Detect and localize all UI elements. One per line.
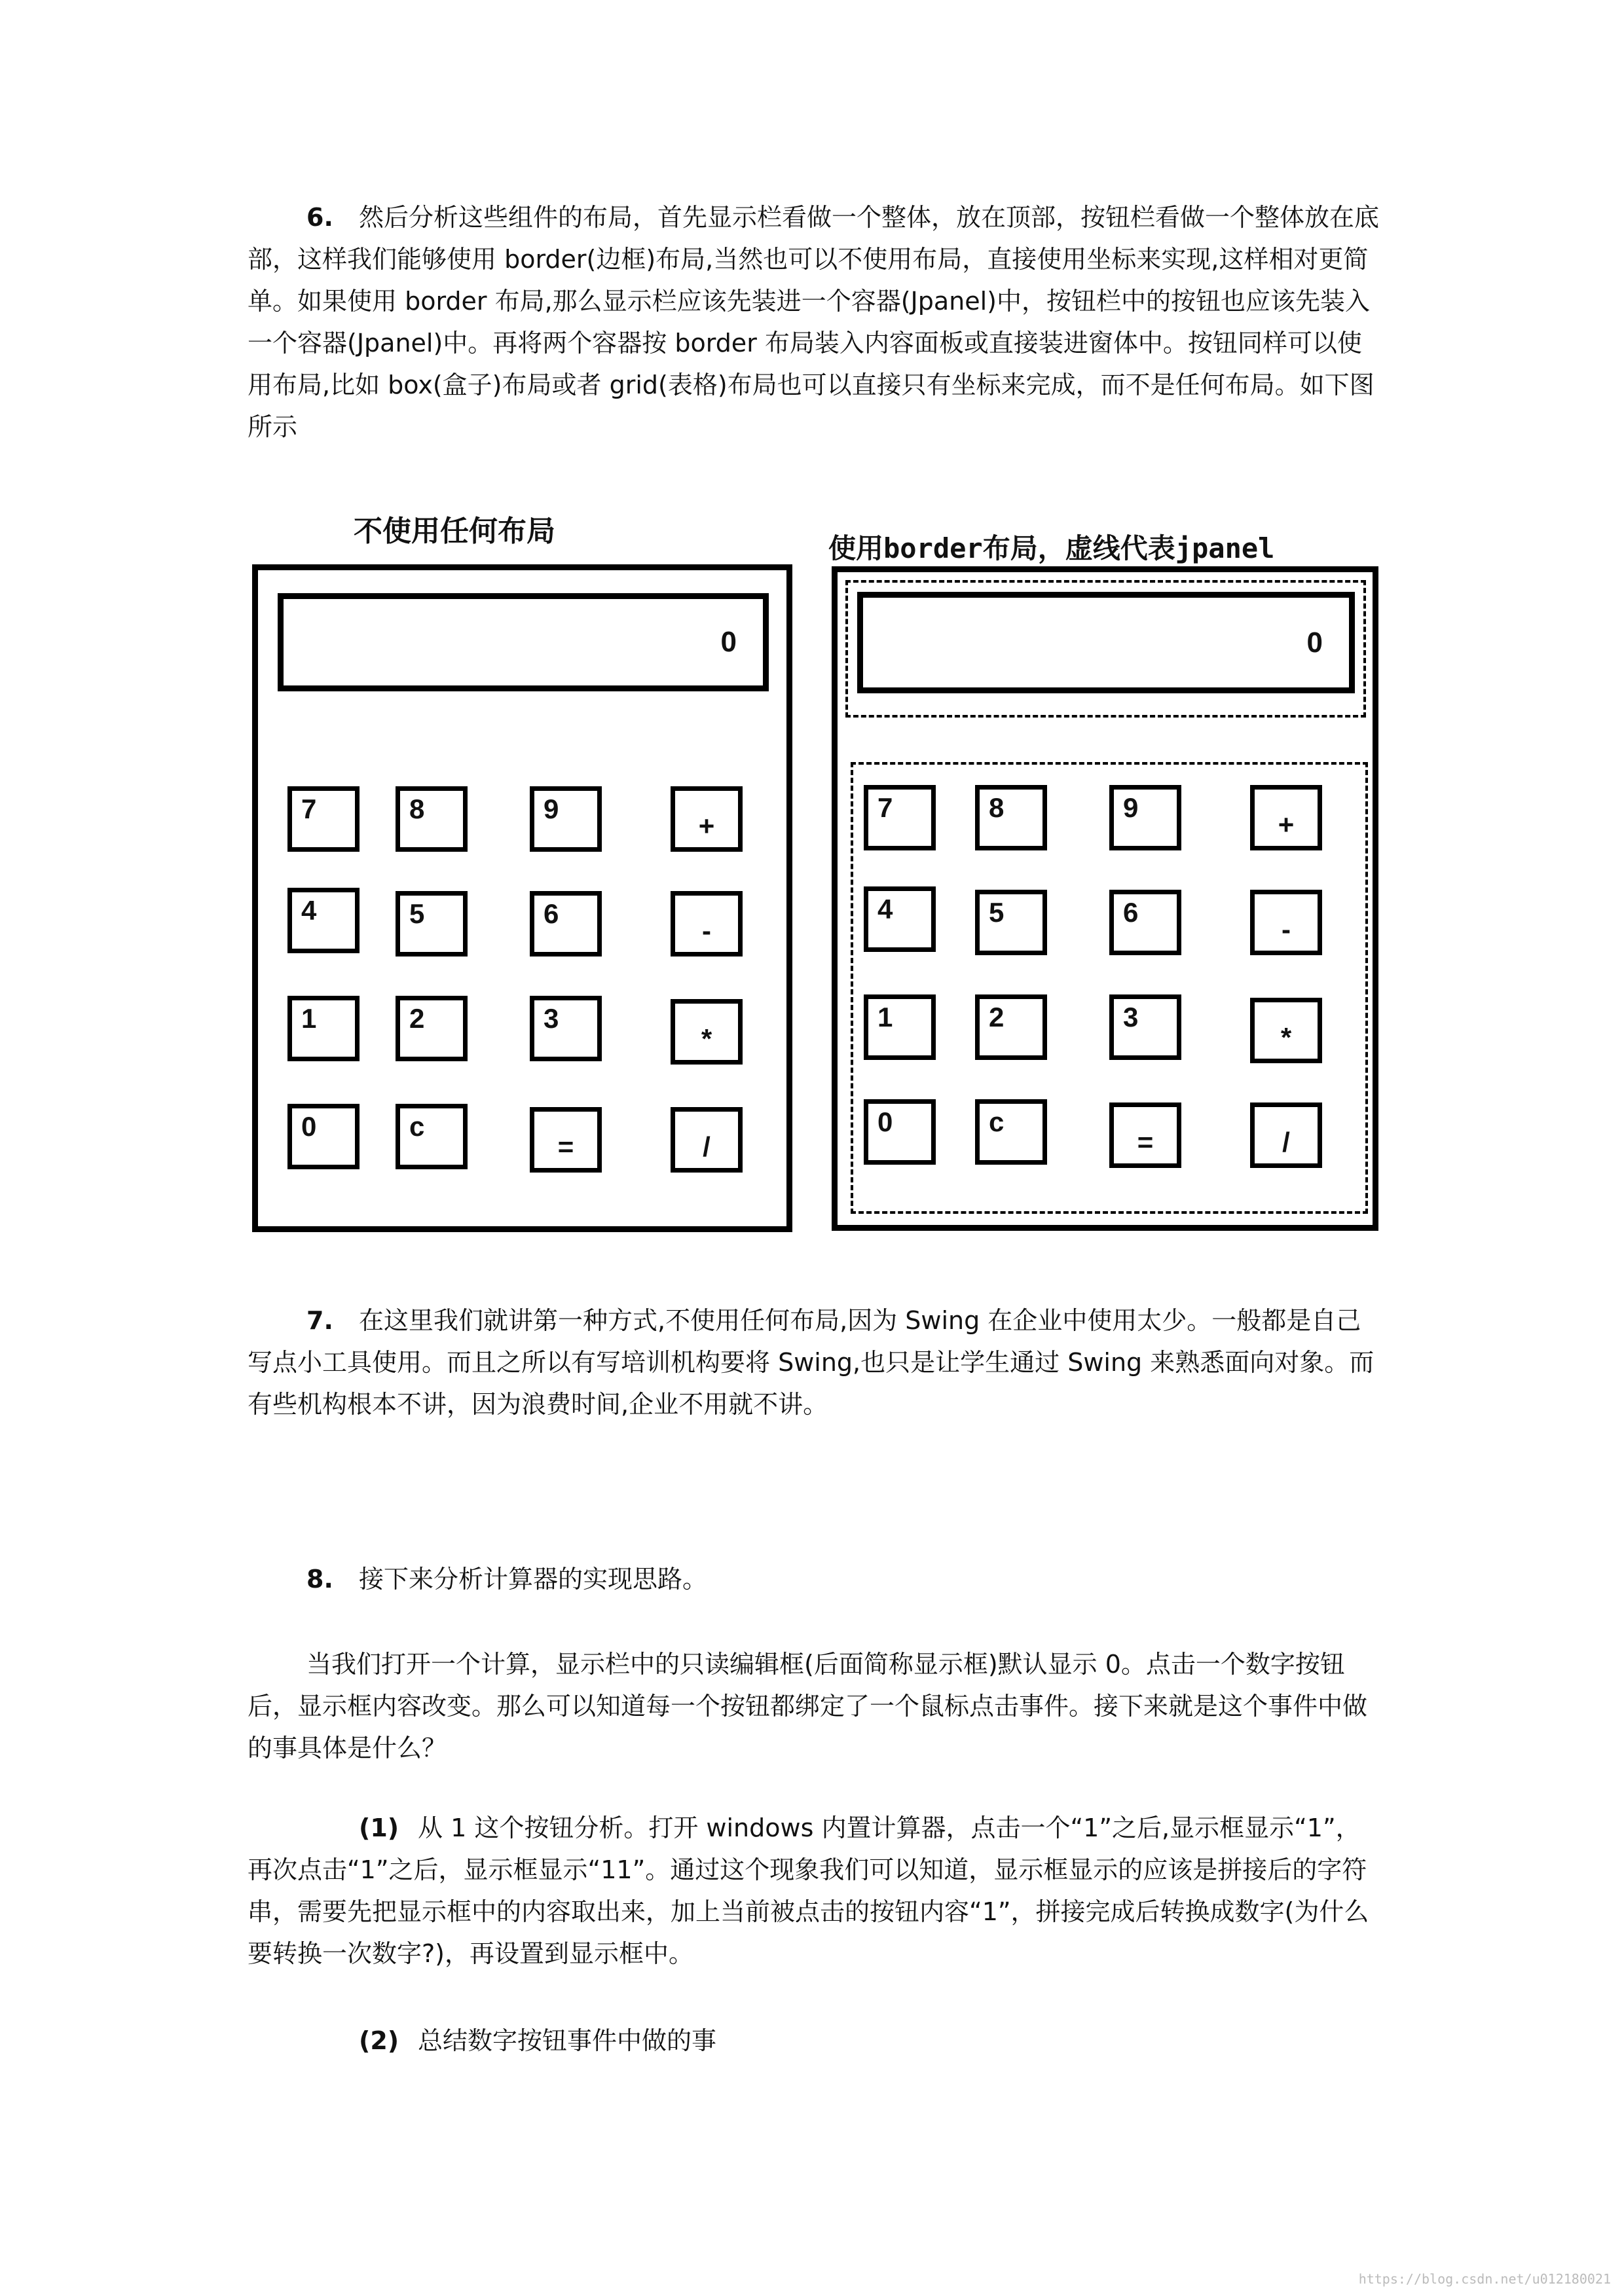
left-key-6: 6: [530, 891, 602, 957]
left-key-2: 2: [396, 996, 468, 1061]
right-figure-title: 使用border布局，虚线代表jpanel: [828, 532, 1275, 564]
item-1-paragraph: [248, 1807, 1380, 1975]
left-key-7: 7: [287, 786, 360, 852]
right-key-4: 4: [864, 886, 936, 952]
right-key-5: 5: [975, 890, 1047, 955]
section-6-text: 然后分析这些组件的布局，首先显示栏看做一个整体，放在顶部，按钮栏看做一个整体放在底部，这样我们能够使用 border(边框)布局,当然也可以不使用布局，直接使用坐标来实现,这样相对更简单。如果使用 border 布局,那么显示栏应该先装进一个容器(Jpanel)中，按钮栏中的按钮也应该先装入一个容器(Jpanel)中。再将两个容器按 border 布局装入内容面板或直接装进窗体中。按钮同样可以使用布局,比如 box(盒子)布局或者 grid(表格)布局也可以直接只有坐标来完成，而不是任何布局。如下图所示: [248, 203, 1380, 441]
left-key-minus: -: [671, 891, 743, 957]
section-6-paragraph: [248, 196, 1380, 448]
right-key-9: 9: [1109, 785, 1181, 850]
right-key-7: 7: [864, 785, 936, 850]
section-8-heading-text: 接下来分析计算器的实现思路。: [359, 1565, 708, 1594]
left-key-0: 0: [287, 1104, 360, 1169]
right-key-divide: /: [1250, 1102, 1322, 1168]
right-key-equals: =: [1109, 1102, 1181, 1168]
section-6-number: 6.: [306, 203, 333, 232]
left-display: [278, 593, 769, 691]
right-key-6: 6: [1109, 890, 1181, 955]
right-key-plus: +: [1250, 785, 1322, 850]
left-key-3: 3: [530, 996, 602, 1061]
left-key-9: 9: [530, 786, 602, 852]
left-key-1: 1: [287, 996, 360, 1061]
item-2-label: (2): [359, 2026, 399, 2055]
left-display-value: 0: [720, 626, 737, 658]
section-7-paragraph: [248, 1300, 1380, 1425]
right-key-0: 0: [864, 1099, 936, 1165]
right-key-multiply: *: [1250, 998, 1322, 1063]
item-2-paragraph: [248, 2020, 1380, 2062]
right-calculator: [832, 566, 1378, 1231]
left-key-divide: /: [671, 1107, 743, 1173]
section-8-number: 8.: [306, 1565, 333, 1594]
right-key-3: 3: [1109, 994, 1181, 1060]
left-key-4: 4: [287, 888, 360, 953]
left-figure-title: 不使用任何布局: [354, 515, 555, 548]
left-calculator: [252, 564, 792, 1232]
right-key-c: c: [975, 1099, 1047, 1165]
item-1-text: 从 1 这个按钮分析。打开 windows 内置计算器，点击一个“1”之后,显示框显示“1”，再次点击“1”之后，显示框显示“11”。通过这个现象我们可以知道，显示框显示的应该是拼接后的字符串，需要先把显示框中的内容取出来，加上当前被点击的按钮内容“1”，拼接完成后转换成数字(为什么要转换一次数字?)，再设置到显示框中。: [248, 1813, 1369, 1968]
section-8-heading: [248, 1558, 1380, 1600]
left-key-multiply: *: [671, 999, 743, 1065]
section-7-number: 7.: [306, 1306, 333, 1335]
item-2-text: 总结数字按钮事件中做的事: [418, 2026, 717, 2055]
left-key-8: 8: [396, 786, 468, 852]
left-key-c: c: [396, 1104, 468, 1169]
section-8-intro: 当我们打开一个计算，显示栏中的只读编辑框(后面简称显示框)默认显示 0。点击一个数字按钮后，显示框内容改变。那么可以知道每一个按钮都绑定了一个鼠标点击事件。接下来就是这个事件中做的事具体是什么？: [248, 1650, 1368, 1762]
item-1-label: (1): [359, 1813, 399, 1842]
right-key-minus: -: [1250, 890, 1322, 955]
left-key-equals: =: [530, 1107, 602, 1173]
right-key-1: 1: [864, 994, 936, 1060]
right-display-value: 0: [1306, 626, 1323, 659]
section-7-text: 在这里我们就讲第一种方式,不使用任何布局,因为 Swing 在企业中使用太少。一般都是自己写点小工具使用。而且之所以有写培训机构要将 Swing,也只是让学生通过 Swing 来熟悉面向对象。而有些机构根本不讲，因为浪费时间,企业不用就不讲。: [248, 1306, 1375, 1419]
right-key-8: 8: [975, 785, 1047, 850]
watermark: https://blog.csdn.net/u012180021: [1358, 2271, 1611, 2287]
left-key-plus: +: [671, 786, 743, 852]
right-key-2: 2: [975, 994, 1047, 1060]
right-display: [857, 592, 1355, 693]
left-key-5: 5: [396, 891, 468, 957]
